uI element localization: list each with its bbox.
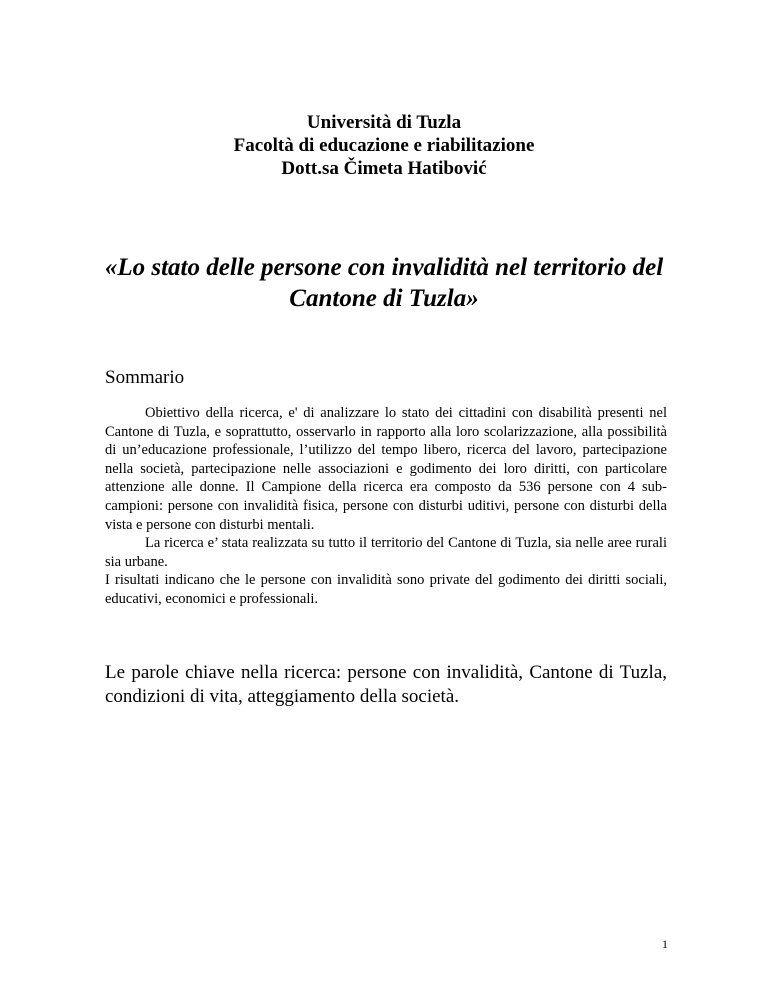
- author-name: Dott.sa Čimeta Hatibović: [281, 158, 487, 179]
- faculty-name: Facoltà di educazione e riabilitazione: [233, 135, 535, 156]
- keywords: Le parole chiave nella ricerca: persone con invalidità, Cantone di Tuzla, condizioni di vita, atteggiamento della società.: [105, 662, 667, 707]
- document-header: [0, 111, 768, 180]
- summary-body: [105, 404, 667, 609]
- summary-paragraph-objective: Obiettivo della ricerca, e' di analizzare lo stato dei cittadini con disabilità presenti nel Cantone di Tuzla, e soprattutto, osservarlo in rapporto alla loro scolarizzazione, alla possibilità di un’educazione professionale, l’utilizzo del tempo libero, ricerca del lavoro, partecipazione nella società, partecipazione nelle associazioni e godimento dei loro diritti, con particolare attenzione alle donne. Il Campione della ricerca era composto da 536 persone con 4 sub-campioni: persone con invalidità fisica, persone con disturbi uditivi, persone con disturbi della vista e persone con disturbi mentali.: [105, 405, 667, 533]
- university-name: Università di Tuzla: [306, 112, 462, 133]
- paper-title: «Lo stato delle persone con invalidità nel territorio del Cantone di Tuzla»: [104, 254, 664, 312]
- summary-paragraph-results: I risultati indicano che le persone con invalidità sono private del godimento dei diritti sociali, educativi, economici e professionali.: [105, 572, 667, 607]
- page-number: 1: [662, 937, 668, 951]
- summary-heading: Sommario: [105, 367, 185, 388]
- summary-paragraph-area: La ricerca e’ stata realizzata su tutto il territorio del Cantone di Tuzla, sia nelle aree rurali sia urbane.: [105, 535, 667, 570]
